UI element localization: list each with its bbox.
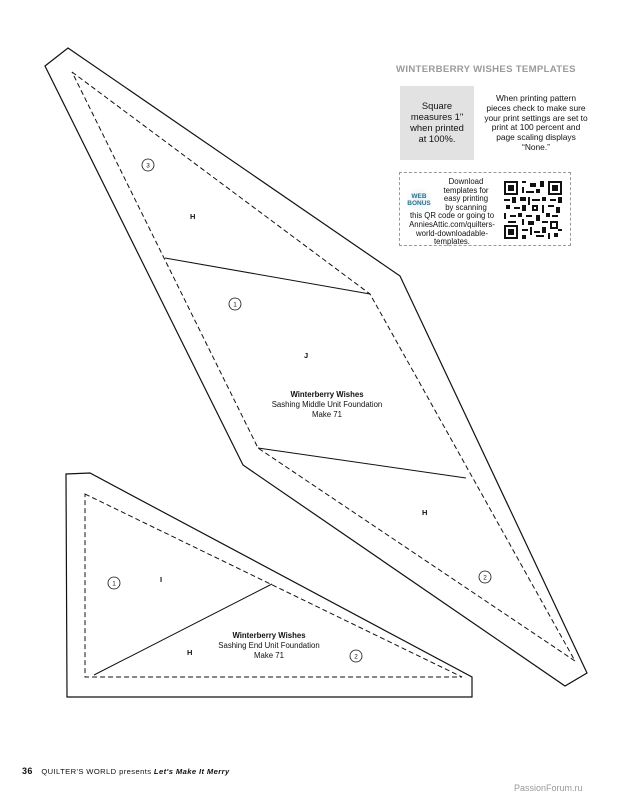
end-seam-number-2: 2 xyxy=(354,653,358,661)
seam-number-3: 3 xyxy=(146,162,150,170)
end-seam-number-1: 1 xyxy=(112,580,116,588)
web-bonus-line2: BONUS xyxy=(407,200,431,207)
web-bonus-line1: WEB xyxy=(411,192,427,200)
end-piece-i: I xyxy=(160,575,163,584)
middle-template-title: Winterberry Wishes xyxy=(290,390,364,399)
bonus-line: this QR code or going to xyxy=(409,211,495,221)
end-template-subtitle: Sashing End Unit Foundation xyxy=(218,641,320,650)
square-note: Square measures 1" when printed at 100%. xyxy=(410,100,464,144)
middle-piece-h-bottom: H xyxy=(422,508,428,517)
bonus-line: AnniesAttic.com/quilters- xyxy=(409,219,495,229)
bonus-line: templates. xyxy=(434,237,470,247)
bonus-line: Download xyxy=(448,177,484,186)
middle-template-outline xyxy=(45,48,587,686)
sashing-middle-unit-template xyxy=(45,48,587,686)
publication-name: QUILTER'S WORLD presents xyxy=(41,767,152,776)
seam-number-2: 2 xyxy=(483,574,487,582)
page-footer xyxy=(22,766,230,776)
sashing-end-unit-template xyxy=(66,473,472,697)
middle-template-subtitle: Sashing Middle Unit Foundation xyxy=(271,400,383,409)
middle-piece-j: J xyxy=(304,351,309,360)
middle-template-seam-line xyxy=(258,448,466,478)
templates-heading: WINTERBERRY WISHES TEMPLATES xyxy=(396,64,576,75)
watermark: PassionForum.ru xyxy=(514,783,583,793)
middle-template-seam-line xyxy=(165,258,370,294)
end-template-make: Make 71 xyxy=(254,651,284,660)
end-template-title: Winterberry Wishes xyxy=(232,631,306,640)
bonus-line: templates for xyxy=(443,185,489,195)
bonus-line: easy printing xyxy=(443,194,489,204)
middle-template-make: Make 71 xyxy=(312,410,342,419)
end-piece-h: H xyxy=(187,648,193,657)
book-title: Let's Make It Merry xyxy=(153,767,230,776)
middle-piece-h-top: H xyxy=(190,212,196,221)
page-number: 36 xyxy=(22,766,33,776)
end-template-seam-line xyxy=(94,584,272,675)
print-settings-note: When printing pattern pieces check to make sure your print settings are set to print at 100 percent and page scaling displays “None.” xyxy=(484,93,588,152)
bonus-line: world-downloadable- xyxy=(416,228,488,238)
bonus-line: by scanning xyxy=(445,202,487,212)
seam-number-1: 1 xyxy=(233,301,237,309)
